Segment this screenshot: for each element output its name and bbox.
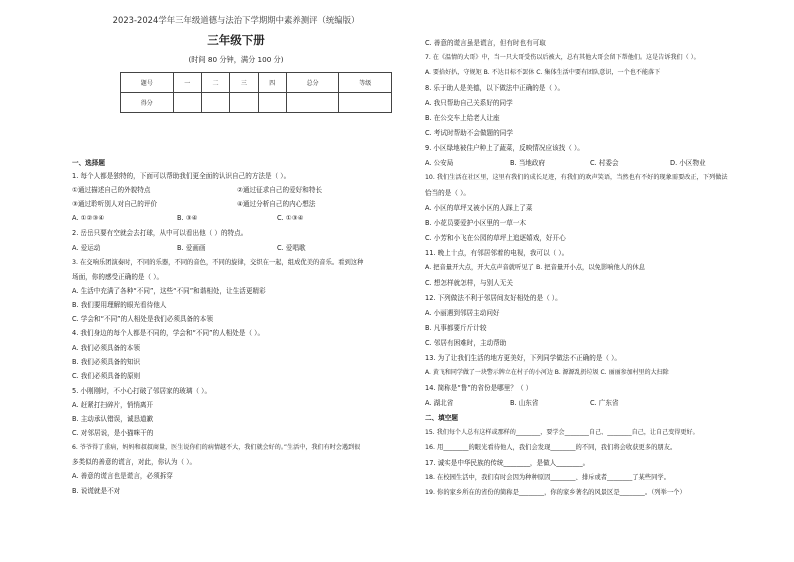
- option-line: A. 我只帮助自己关系好的同学: [425, 99, 513, 107]
- option-line: B. 凡事都要斤斤计较: [425, 324, 487, 332]
- option-line: A. 生活中充满了各种“不同”，这些“不同”和谐相处，让生活更精彩: [72, 287, 266, 295]
- option-line: A. 小区的草坪又被小区的人踩上了菜: [425, 204, 533, 212]
- option-line: A. 黄飞和同学做了一块警示牌立在村子的小河边 B. 源源乱扔垃圾 C. 丽丽参加村里的大扫除: [425, 369, 669, 376]
- score-row-label: 得分: [121, 93, 174, 113]
- option-line: B. 山东省: [510, 399, 539, 407]
- score-header-cell: 总分: [286, 73, 339, 93]
- option-line: ③通过聆听别人对自己的评价: [72, 200, 158, 208]
- score-cell: [258, 93, 286, 113]
- question-line: 2. 岳岳只要有空就会去打球，从中可以看出他（ ）的特点。: [72, 229, 248, 237]
- question-line: 9. 小区绿地被住户种上了蔬菜，反映情况应该找（ ）。: [425, 144, 584, 152]
- question-line: 13. 为了让我们生活的地方更美好，下列同学做法不正确的是（ ）。: [425, 354, 622, 362]
- score-cell: [173, 93, 201, 113]
- option-line: C. 考试时帮助不会做题的同学: [425, 129, 513, 137]
- score-header-cell: 二: [201, 73, 229, 93]
- option-line: D. 小区物业: [670, 159, 706, 167]
- score-cell: [339, 93, 392, 113]
- score-header-cell: 等级: [339, 73, 392, 93]
- score-header-cell: 三: [230, 73, 258, 93]
- question-line: 多类似的善意的谎言，对此，你认为（ ）。: [72, 458, 197, 466]
- option-line: B. 在公交车上给老人让座: [425, 114, 500, 122]
- option-line: A. 公安局: [425, 159, 454, 167]
- option-line: C. 村委会: [590, 159, 619, 167]
- question-line: 18. 在校园生活中，我们有时会因为种种原因________、排斥或者________了某些同学。: [425, 474, 671, 481]
- option-line: ④通过分析自己的内心想法: [237, 200, 316, 208]
- score-table-score-row: [121, 93, 392, 113]
- subject-heading: 三年级下册: [207, 33, 265, 47]
- option-line: A. ①②③④: [72, 214, 105, 222]
- question-line: 场面，你的感受正确的是（ ）。: [72, 273, 164, 281]
- score-header-cell: 一: [173, 73, 201, 93]
- question-line: 10. 我们生活在社区里，这里有我们的成长足迹，有我们的欢声笑语，当然也有不好的现象需要改正，下列做法: [425, 174, 728, 181]
- option-line: A. 要拾好扒，守规矩 B. 不达目标不罢休 C. 集体生活中要有团队意识，一个也不能落下: [425, 69, 661, 76]
- question-line: 7. 在《温情的大哥》中，当一只大哥受伤以后被大，总有其他大哥会留下帮他们。这是告诉我们（ ）。: [425, 54, 700, 61]
- option-line: A. 我们必须具备的本领: [72, 344, 140, 352]
- option-line: B. 小花员要爱护小区里的一草一木: [425, 219, 527, 227]
- option-line: B. 爱画画: [177, 244, 206, 252]
- question-line: 5. 小刚刚时，不小心打破了邻居家的玻璃（ ）。: [72, 387, 212, 395]
- question-line: 8. 乐于助人是美德，以下做法中正确的是（ ）。: [425, 84, 565, 92]
- score-cell: [230, 93, 258, 113]
- section-heading: 一、选择题: [72, 159, 105, 167]
- question-line: 14. 简称是“鲁”的省份是哪里？（ ）: [425, 384, 533, 392]
- time-score-info: (时间 80 分钟，满分 100 分): [188, 55, 284, 64]
- option-line: ②通过征求自己的爱好和特长: [237, 186, 323, 194]
- score-cell: [201, 93, 229, 113]
- option-line: C. 小芳和小飞在公园的草坪上追逐嬉戏，好开心: [425, 234, 566, 242]
- section-heading: 二、填空题: [425, 414, 458, 422]
- question-line: 15. 我们每个人总有这样或那样的________，要学会________自己、________自己，让自己变得更好。: [425, 429, 699, 436]
- question-line: 4. 我们身边的每个人都是不同的，学会和“不同”的人相处是（ ）。: [72, 329, 265, 337]
- option-line: C. ①③④: [277, 214, 304, 222]
- question-line: 12. 下列做法不利于邻居间友好相处的是（ ）。: [425, 294, 562, 302]
- question-line: 3. 在交响乐团演奏时，不同的乐器，不同的音色，不同的旋律，交织在一起，组成优美的音乐。看到这种: [72, 259, 364, 266]
- question-line: 1. 每个人都是独特的，下面可以帮助我们更全面的认识自己的方法是（ ）。: [72, 172, 291, 180]
- option-line: C. 对邻居说，是小猫咪干的: [72, 429, 154, 437]
- score-header-cell: 四: [258, 73, 286, 93]
- option-line: B. ③④: [177, 214, 198, 222]
- score-table-header-row: [121, 73, 392, 93]
- option-line: B. 当地政府: [510, 159, 546, 167]
- option-line: B. 主动承认错误，诚恳道歉: [72, 415, 154, 423]
- option-line: C. 想怎样就怎样，与别人无关: [425, 279, 513, 287]
- option-line: C. 爱唱歌: [277, 244, 306, 252]
- score-header-cell: 题号: [121, 73, 174, 93]
- option-line: A. 湖北省: [425, 399, 454, 407]
- question-line: 17. 诚实是中华民族的传统________，是做人________。: [425, 459, 590, 467]
- option-line: A. 赶紧打扫碎片，悄悄离开: [72, 401, 154, 409]
- question-line: 6. 爷爷得了重病，妈妈和叔叔商量，医生说你们的病情越不大，我们就会好的。”生活中，我们有时会遇到很: [72, 444, 361, 451]
- question-line: 11. 晚上十点，有邻居邻着的电视，我可以（ ）。: [425, 249, 569, 257]
- exam-title: 2023-2024学年三年级道德与法治下学期期中素养测评（统编版）: [112, 15, 360, 25]
- option-line: C. 我们必须具备的原则: [72, 372, 141, 380]
- option-line: A. 爱运动: [72, 244, 101, 252]
- score-table: [120, 72, 392, 113]
- option-line: B. 说谎就是不对: [72, 487, 121, 495]
- score-cell: [286, 93, 339, 113]
- question-line: 19. 你的家乡所在的省份的简称是________，你的家乡著名的风景区是________。（列举一个）: [425, 489, 686, 496]
- option-line: A. 把音量开大点，开大点声音就听见了 B. 把音量开小点，以免影响他人的休息: [425, 264, 646, 271]
- option-line: B. 我们要用理解的眼光看待他人: [72, 301, 167, 309]
- question-line: 恰当的是（ ）。: [425, 189, 470, 197]
- option-line: C. 学会和“不同”的人相处是我们必须具备的本领: [72, 315, 213, 323]
- option-line: B. 我们必须具备的知识: [72, 358, 141, 366]
- option-line: C. 广东省: [590, 399, 619, 407]
- option-line: ①通过描述自己的外貌特点: [72, 186, 151, 194]
- option-line: A. 善意的谎言也是谎言，必须拆穿: [72, 472, 173, 480]
- option-line: C. 邻居有困难时，主动帮助: [425, 339, 507, 347]
- question-line: 16. 用________的眼光看待他人，我们会发现________的不同，我们将会收获更多的朋友。: [425, 444, 677, 451]
- option-line: C. 善意的谎言虽是谎言，但有时也有可取: [425, 39, 546, 47]
- option-line: A. 小丽遇到邻居主动问好: [425, 309, 500, 317]
